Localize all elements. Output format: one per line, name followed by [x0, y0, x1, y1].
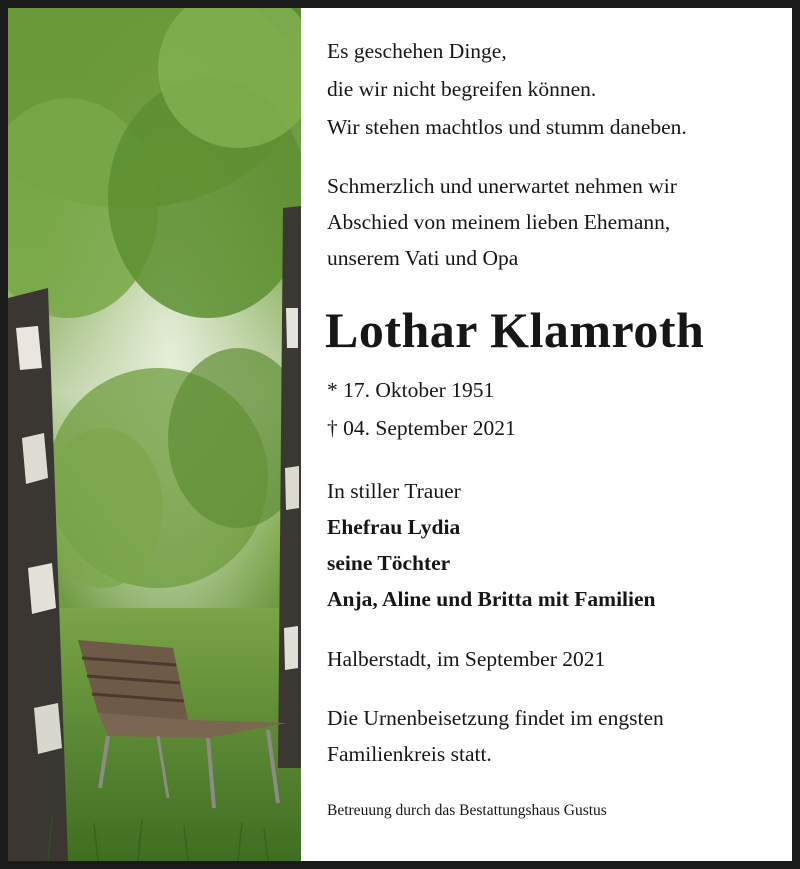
- intro-line-2: Abschied von meinem lieben Ehemann,: [327, 210, 671, 234]
- burial-notice-line-2: Familienkreis statt.: [327, 742, 492, 766]
- mourner-daughters-label: seine Töchter: [327, 551, 451, 575]
- intro-line-3: unserem Vati und Opa: [327, 246, 519, 270]
- mourning-intro: In stiller Trauer: [327, 479, 461, 503]
- birch-trees-bench-illustration: [8, 8, 301, 861]
- poem-line-2: die wir nicht begreifen können.: [327, 77, 597, 101]
- death-date: † 04. September 2021: [327, 416, 516, 440]
- birth-date: * 17. Oktober 1951: [327, 378, 495, 402]
- park-bench-photo: [8, 8, 301, 861]
- funeral-home-credit: Betreuung durch das Bestattungshaus Gustus: [327, 802, 607, 819]
- obituary-text-panel: [301, 8, 792, 861]
- intro-line-1: Schmerzlich und unerwartet nehmen wir: [327, 174, 677, 198]
- poem-line-3: Wir stehen machtlos und stumm daneben.: [327, 115, 687, 139]
- deceased-name: Lothar Klamroth: [325, 302, 705, 358]
- place-and-date: Halberstadt, im September 2021: [327, 647, 606, 671]
- mourner-spouse: Ehefrau Lydia: [327, 515, 461, 539]
- poem-line-1: Es geschehen Dinge,: [327, 39, 507, 63]
- burial-notice-line-1: Die Urnenbeisetzung findet im engsten: [327, 706, 664, 730]
- mourner-daughters-names: Anja, Aline und Britta mit Familien: [327, 587, 656, 611]
